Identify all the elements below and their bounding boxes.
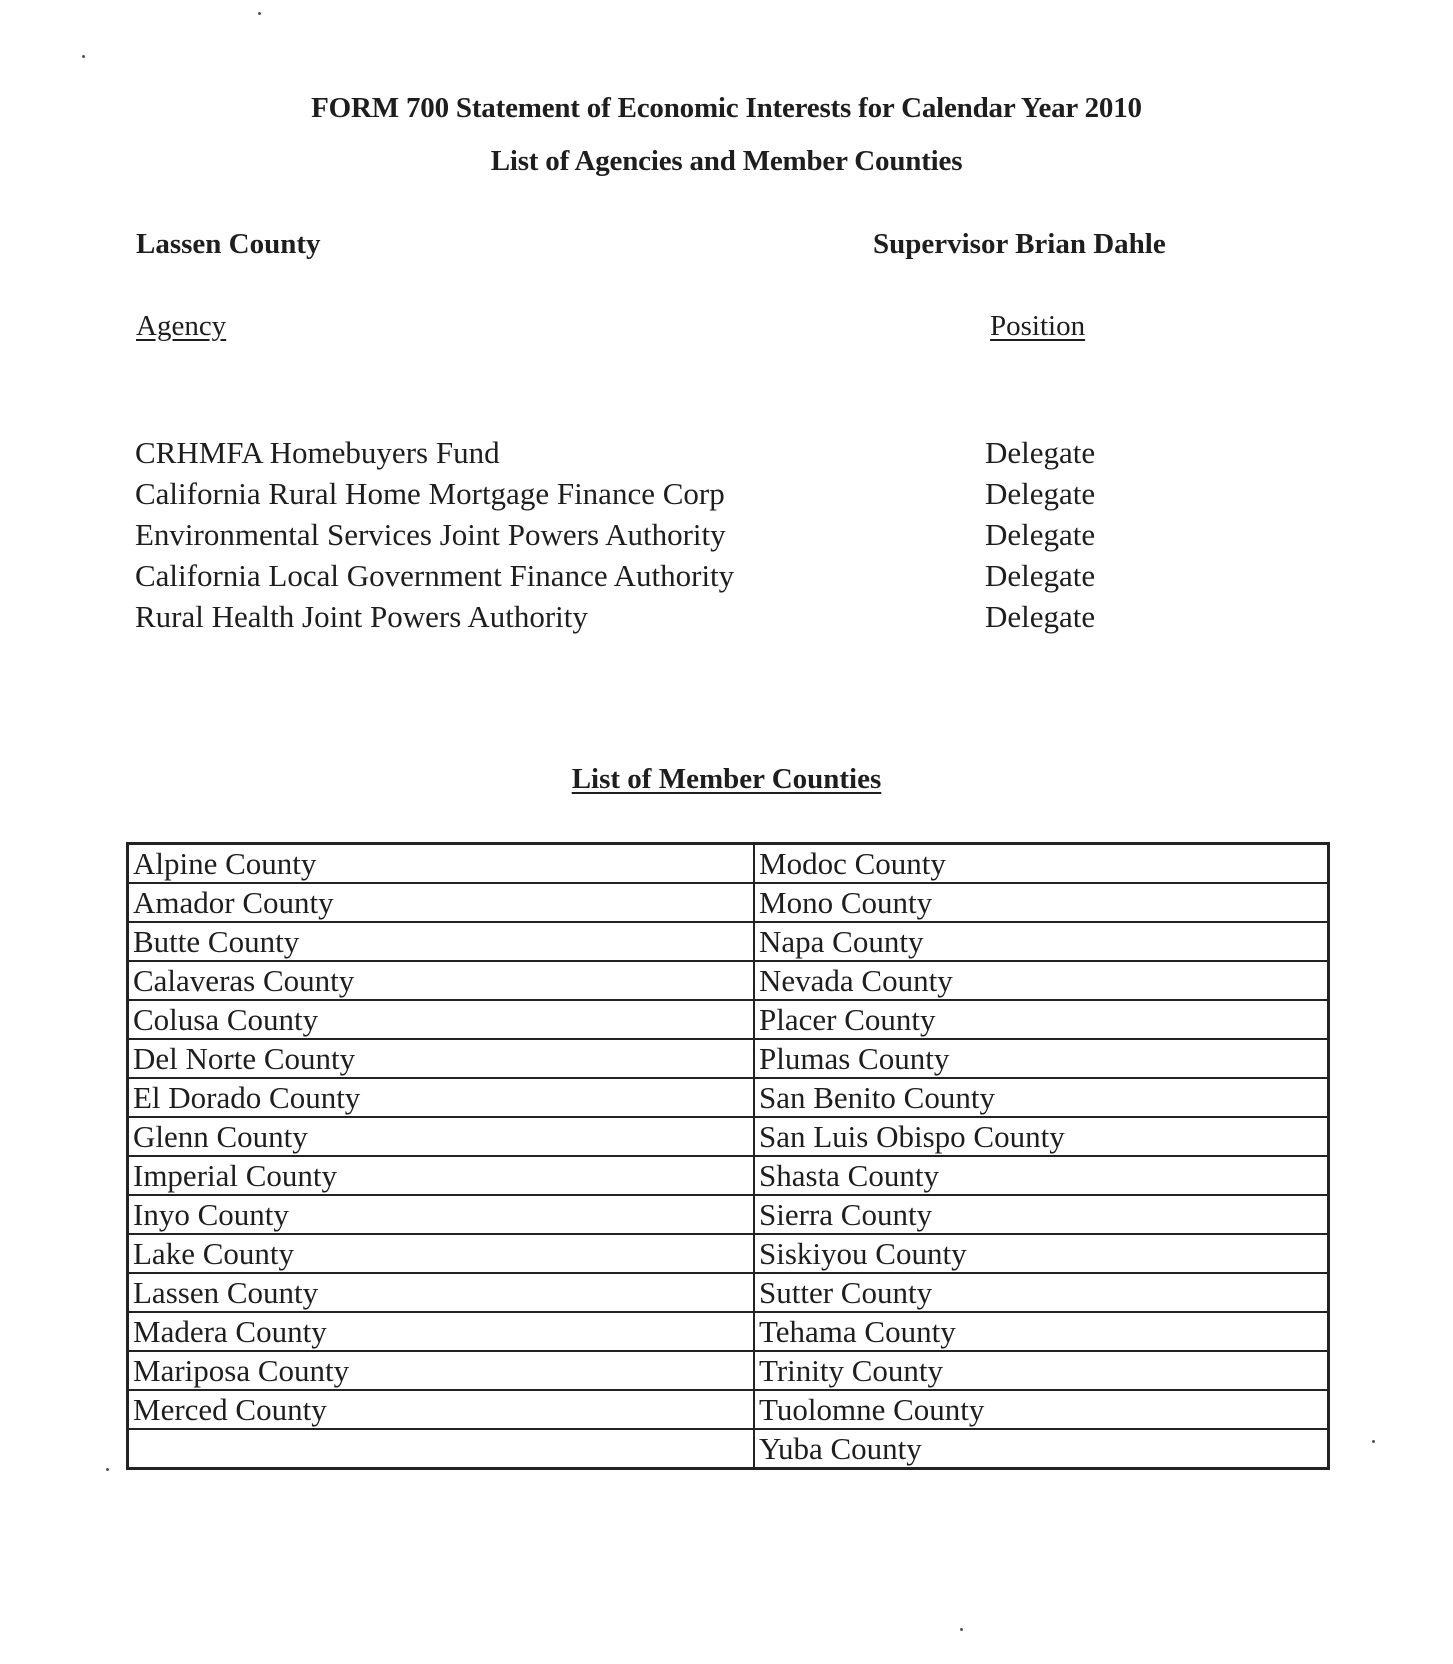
table-row bbox=[128, 1078, 1329, 1117]
agency-position: Delegate bbox=[985, 476, 1096, 511]
county-cell: Madera County bbox=[128, 1312, 755, 1351]
county-cell: Lake County bbox=[128, 1234, 755, 1273]
table-row bbox=[128, 883, 1329, 922]
county-cell: San Luis Obispo County bbox=[754, 1117, 1329, 1156]
agency-name: California Local Government Finance Authority bbox=[135, 558, 735, 593]
agency-name: California Rural Home Mortgage Finance Corp bbox=[135, 476, 725, 511]
county-cell: Inyo County bbox=[128, 1195, 755, 1234]
agency-position: Delegate bbox=[985, 435, 1096, 470]
agency-position: Delegate bbox=[985, 558, 1096, 593]
form-title: FORM 700 Statement of Economic Interests for Calendar Year 2010 bbox=[311, 92, 1142, 124]
table-row bbox=[128, 1039, 1329, 1078]
table-row bbox=[128, 1351, 1329, 1390]
scan-speck bbox=[82, 55, 85, 58]
county-cell: Plumas County bbox=[754, 1039, 1329, 1078]
agency-name: Environmental Services Joint Powers Authority bbox=[135, 517, 726, 552]
county-cell: Lassen County bbox=[128, 1273, 755, 1312]
county-cell: Alpine County bbox=[128, 844, 755, 884]
scan-speck bbox=[258, 12, 261, 15]
county-cell: Mariposa County bbox=[128, 1351, 755, 1390]
county-cell: Modoc County bbox=[754, 844, 1329, 884]
agency-name: CRHMFA Homebuyers Fund bbox=[135, 435, 500, 470]
agency-name: Rural Health Joint Powers Authority bbox=[135, 599, 588, 634]
table-row bbox=[128, 1117, 1329, 1156]
table-row bbox=[128, 1195, 1329, 1234]
county-cell: Siskiyou County bbox=[754, 1234, 1329, 1273]
table-row bbox=[128, 961, 1329, 1000]
table-row bbox=[128, 844, 1329, 884]
table-row bbox=[128, 1273, 1329, 1312]
county-cell: Tuolomne County bbox=[754, 1390, 1329, 1429]
county-cell: San Benito County bbox=[754, 1078, 1329, 1117]
table-row bbox=[128, 922, 1329, 961]
table-row bbox=[128, 1312, 1329, 1351]
agency-position: Delegate bbox=[985, 517, 1096, 552]
county-cell: El Dorado County bbox=[128, 1078, 755, 1117]
table-row bbox=[128, 1234, 1329, 1273]
county-cell: Glenn County bbox=[128, 1117, 755, 1156]
scan-speck bbox=[1372, 1440, 1375, 1443]
county-cell: Butte County bbox=[128, 922, 755, 961]
filer-official: Supervisor Brian Dahle bbox=[873, 228, 1166, 260]
filer-county: Lassen County bbox=[136, 228, 321, 260]
county-cell: Tehama County bbox=[754, 1312, 1329, 1351]
county-cell: Merced County bbox=[128, 1390, 755, 1429]
table-row bbox=[128, 1390, 1329, 1429]
scan-speck bbox=[106, 1468, 109, 1471]
agency-column-header: Agency bbox=[136, 310, 227, 342]
agency-position: Delegate bbox=[985, 599, 1096, 634]
county-cell: Calaveras County bbox=[128, 961, 755, 1000]
county-cell: Del Norte County bbox=[128, 1039, 755, 1078]
county-cell: Colusa County bbox=[128, 1000, 755, 1039]
table-row bbox=[128, 1000, 1329, 1039]
county-cell: Yuba County bbox=[754, 1429, 1329, 1469]
county-cell: Sutter County bbox=[754, 1273, 1329, 1312]
county-cell: Imperial County bbox=[128, 1156, 755, 1195]
county-cell: Mono County bbox=[754, 883, 1329, 922]
scan-speck bbox=[960, 1628, 963, 1631]
county-cell: Shasta County bbox=[754, 1156, 1329, 1195]
county-cell: Trinity County bbox=[754, 1351, 1329, 1390]
county-cell bbox=[128, 1429, 755, 1469]
position-list bbox=[985, 432, 1145, 637]
table-row bbox=[128, 1156, 1329, 1195]
agency-list bbox=[135, 432, 775, 637]
county-cell: Napa County bbox=[754, 922, 1329, 961]
member-counties-title: List of Member Counties bbox=[571, 763, 882, 795]
county-cell: Nevada County bbox=[754, 961, 1329, 1000]
position-column-header: Position bbox=[990, 310, 1086, 342]
form-subtitle: List of Agencies and Member Counties bbox=[490, 145, 963, 177]
county-cell: Sierra County bbox=[754, 1195, 1329, 1234]
county-cell: Placer County bbox=[754, 1000, 1329, 1039]
member-counties-table bbox=[126, 842, 1330, 1470]
table-row bbox=[128, 1429, 1329, 1469]
county-cell: Amador County bbox=[128, 883, 755, 922]
